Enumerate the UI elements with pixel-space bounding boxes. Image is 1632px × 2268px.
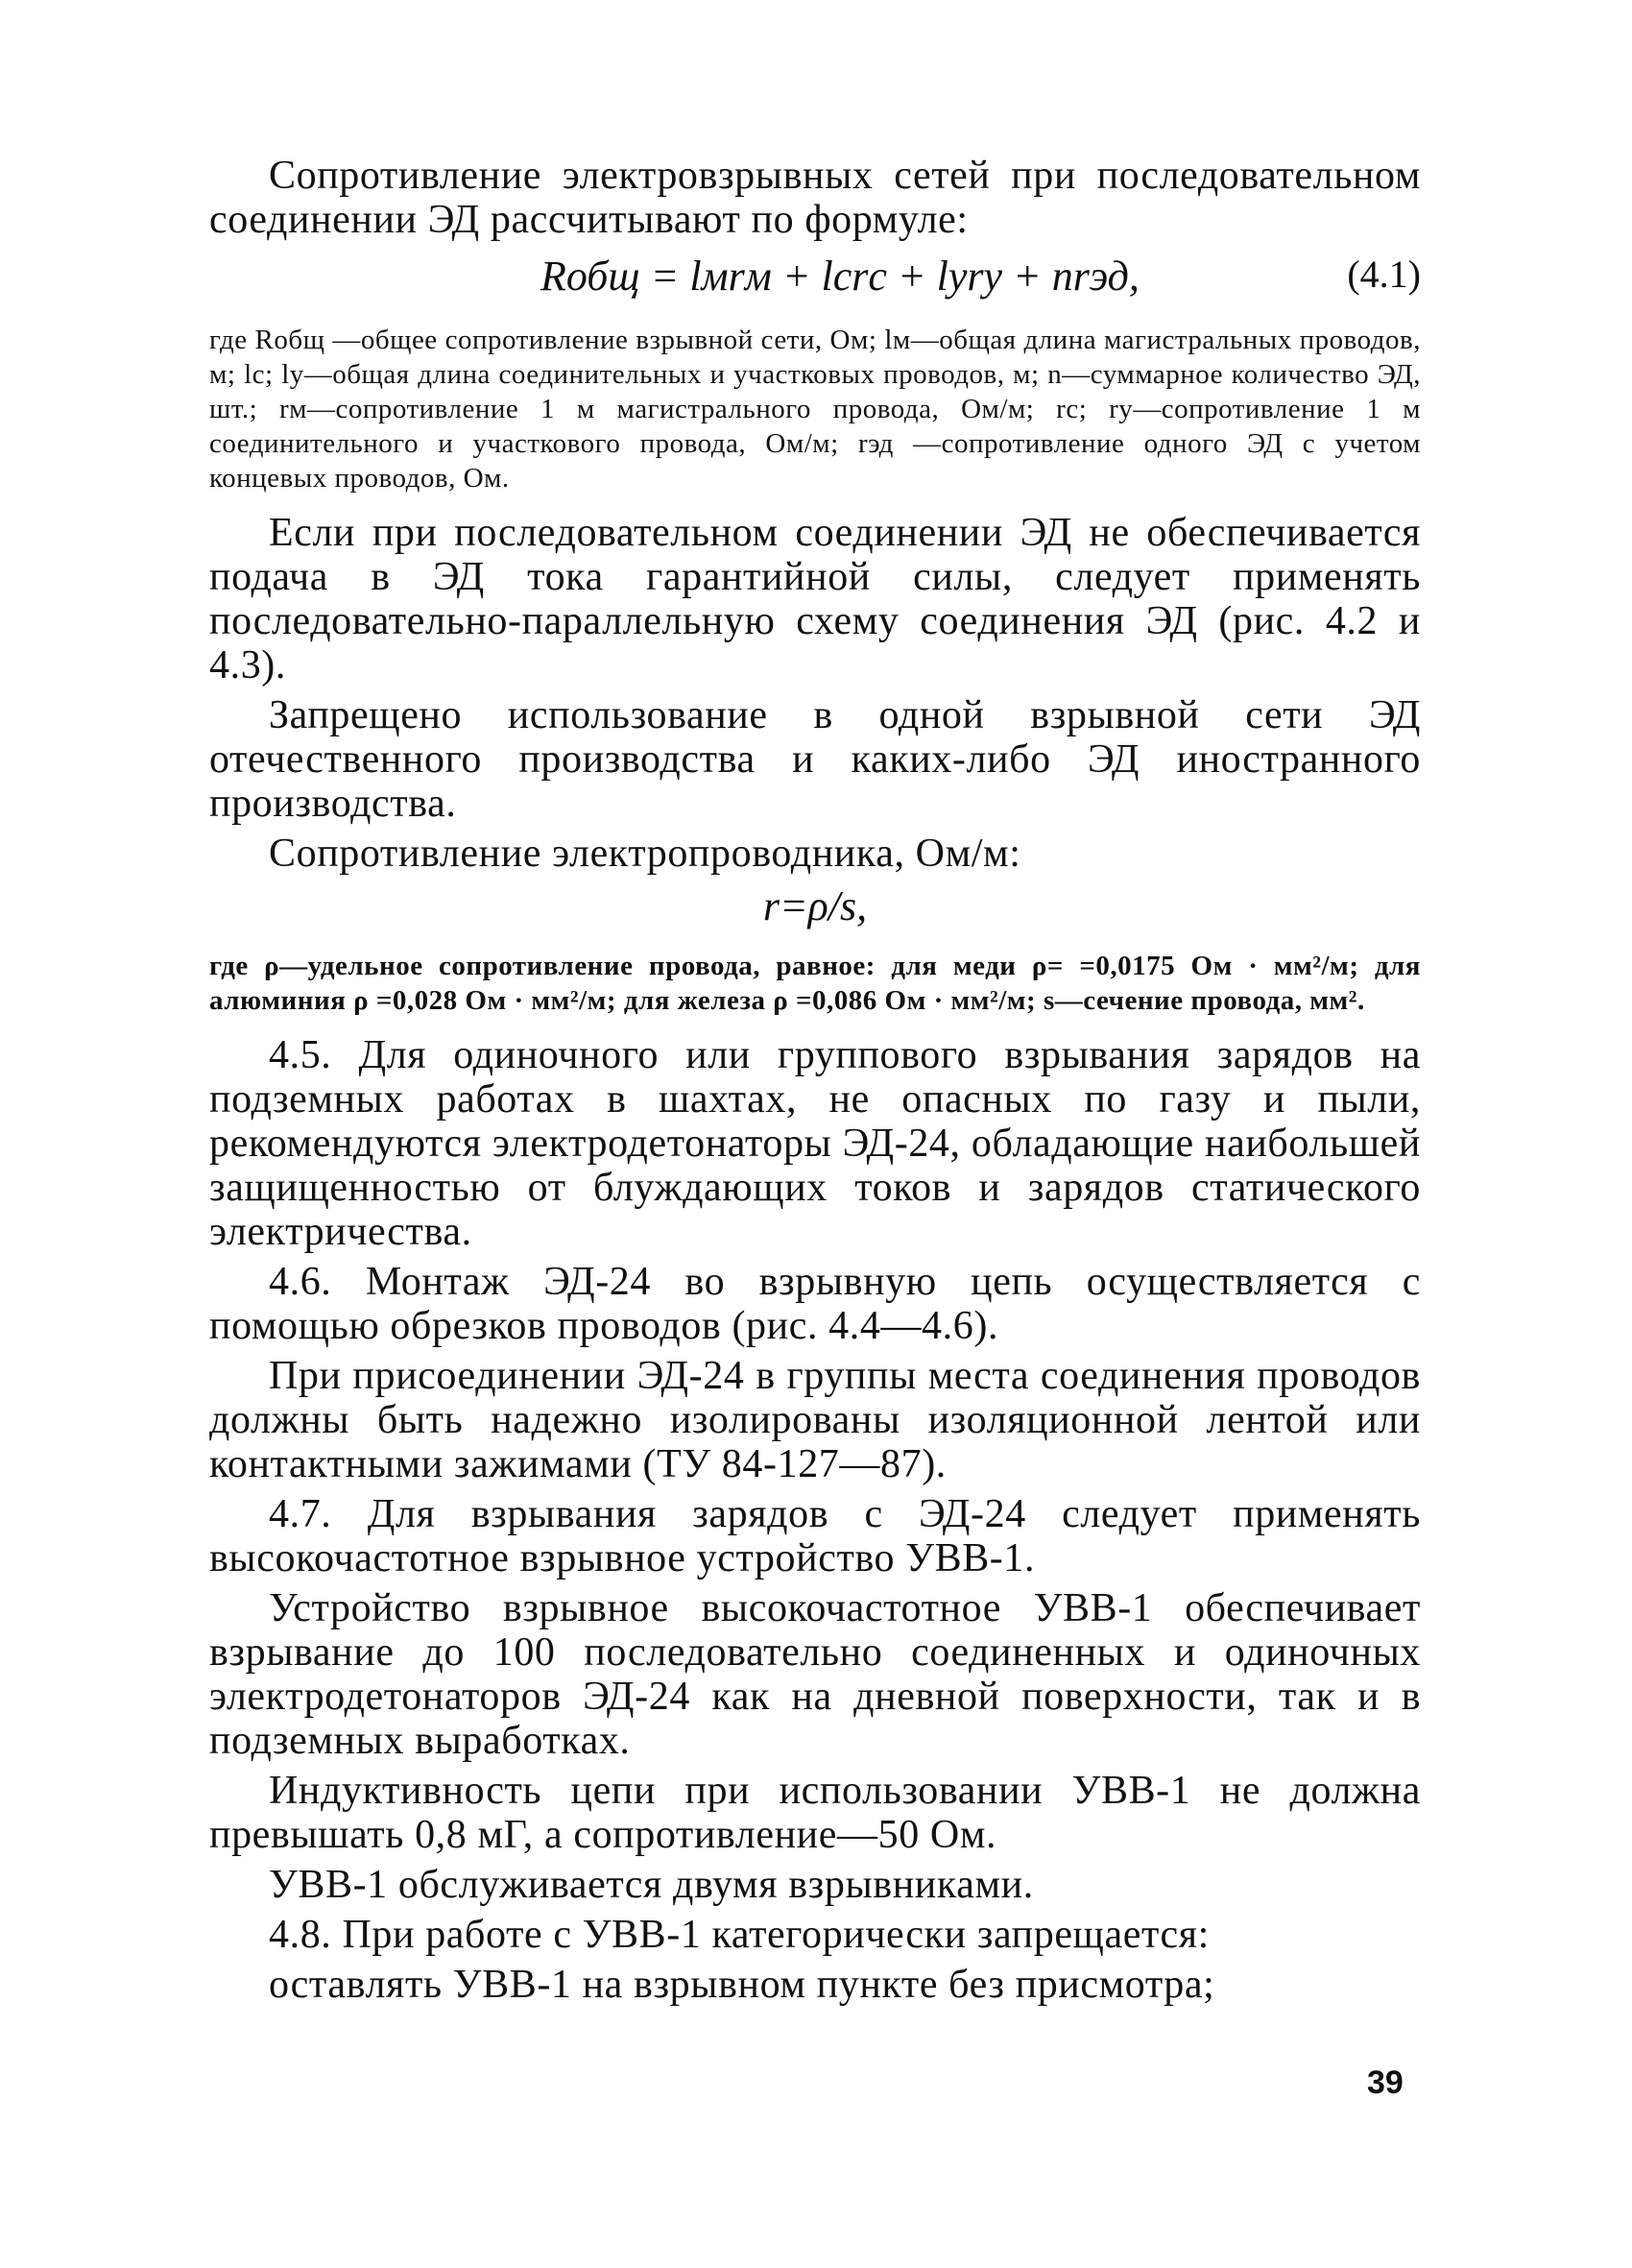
paragraph-4-8: 4.8. При работе с УВВ-1 категорически запрещается: xyxy=(269,1913,1210,1957)
note-resistivity-values: где ρ—удельное сопротивление провода, равное: для меди ρ= =0,0175 Ом · мм²/м; для алюминия ρ =0,028 Ом · мм²/м; для железа ρ =0,086 Ом · мм²/м; s—сечение провода, мм². xyxy=(209,951,1421,1016)
paragraph-leave-unattended: оставлять УВВ-1 на взрывном пункте без присмотра; xyxy=(269,1963,1215,2007)
paragraph-4-6: 4.6. Монтаж ЭД-24 во взрывную цепь осуществляется с помощью обрезков проводов (рис. 4.4—4.6). xyxy=(209,1260,1421,1348)
page-content xyxy=(209,154,1421,2013)
paragraph-joining: При присоединении ЭД-24 в группы места соединения проводов должны быть надежно изолированы изоляционной лентой или контактными зажимами (ТУ 84-127—87). xyxy=(209,1354,1421,1486)
formula-total-resistance: Rобщ = lмrм + lсrс + lуrу + nrэд, xyxy=(540,253,1140,300)
paragraph-conductor-resistance: Сопротивление электропроводника, Ом/м: xyxy=(269,832,1021,876)
page-number: 39 xyxy=(1367,2064,1404,2101)
formula-number: (4.1) xyxy=(1347,253,1421,296)
paragraph-intro: Сопротивление электровзрывных сетей при последовательном соединении ЭД рассчитывают по формуле: xyxy=(209,154,1421,242)
paragraph-forbidden: Запрещено использование в одной взрывной сети ЭД отечественного производства и каких-либо ЭД иностранного производства. xyxy=(209,693,1421,826)
formula-4-1 xyxy=(209,252,1421,309)
paragraph-device: Устройство взрывное высокочастотное УВВ-1 обеспечивает взрывание до 100 последовательно соединенных и одиночных электродетонаторов ЭД-24 как на дневной поверхности, так и в подземных выработках. xyxy=(209,1586,1421,1763)
paragraph-service: УВВ-1 обслуживается двумя взрывниками. xyxy=(269,1863,1034,1907)
paragraph-4-7: 4.7. Для взрывания зарядов с ЭД-24 следует применять высокочастотное взрывное устройство УВВ-1. xyxy=(209,1492,1421,1580)
note-formula-variables: где Rобщ —общее сопротивление взрывной сети, Ом; lм—общая длина магистральных проводов, м; lс; lу—общая длина соединительных и участковых проводов, м; n—суммарное количество ЭД, шт.; rм—сопротивление 1 м магистрального провода, Ом/м; rс; rу—сопротивление 1 м соединительного и участкового провода, Ом/м; rэд —сопротивление одного ЭД с учетом концевых проводов, Ом. xyxy=(209,325,1421,494)
paragraph-series-connection: Если при последовательном соединении ЭД не обеспечивается подача в ЭД тока гарантийной силы, следует применять последовательно-параллельную схему соединения ЭД (рис. 4.2 и 4.3). xyxy=(209,511,1421,688)
paragraph-inductance: Индуктивность цепи при использовании УВВ-1 не должна превышать 0,8 мГ, а сопротивление—50 Ом. xyxy=(209,1769,1421,1857)
paragraph-4-5: 4.5. Для одиночного или группового взрывания зарядов на подземных работах в шахтах, не опасных по газу и пыли, рекомендуются электродетонаторы ЭД-24, обладающие наибольшей защищенностью от блуждающих токов и зарядов статического электричества. xyxy=(209,1033,1421,1254)
formula-resistivity: r=ρ/s, xyxy=(762,882,868,929)
